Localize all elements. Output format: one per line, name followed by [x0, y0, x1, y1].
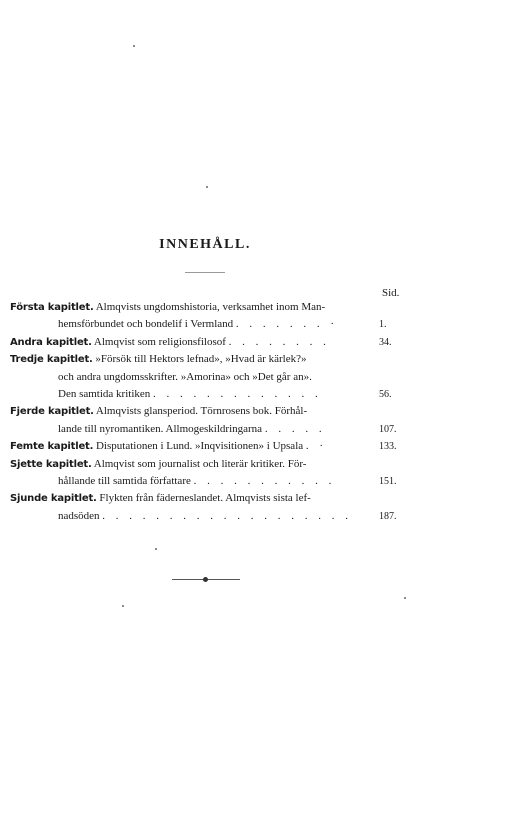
- chapter-title-text: Almqvists ungdomshistoria, verksamhet inom Man-: [95, 301, 326, 313]
- page-title: INNEHÅLL.: [159, 237, 251, 252]
- chapter-label: Fjerde kapitlet.: [10, 406, 94, 418]
- chapter-title-text: Almqvist som journalist och literär kritiker. För-: [93, 457, 307, 470]
- paper-speck: [122, 605, 124, 607]
- dot-leader: . ·: [305, 440, 328, 453]
- page-column-label: Sid.: [382, 287, 400, 299]
- toc-entry: [10, 334, 405, 351]
- toc-entry: [10, 403, 405, 438]
- toc-entry-last-line: [10, 316, 405, 333]
- toc-entry-first-line: [10, 403, 405, 420]
- dot-leader: . . . . . . . ·: [235, 318, 339, 331]
- toc-entry-first-line: [10, 334, 405, 351]
- toc-entry-first-line: [10, 490, 405, 507]
- chapter-label: Sjunde kapitlet.: [10, 493, 97, 505]
- paper-speck: [404, 597, 406, 599]
- dot-leader: . . . . . . . . . . .: [193, 474, 336, 487]
- chapter-title-text: Disputationen i Lund. »Inqvisitionen» i Upsala: [95, 440, 304, 453]
- chapter-title-text: Almqvists glansperiod. Törnrosens bok. Förhål-: [95, 405, 308, 418]
- chapter-label: Tredje kapitlet.: [10, 354, 93, 366]
- chapter-title-text: Almqvist som religionsfilosof: [93, 335, 226, 348]
- toc-entry-first-line: [10, 299, 405, 316]
- toc-entry-first-line: [10, 438, 405, 455]
- toc-entry-first-line: [10, 456, 405, 473]
- toc-entry: [10, 351, 405, 403]
- toc-entry: [10, 299, 405, 334]
- dot-leader: . . . . . . . .: [228, 335, 330, 348]
- page-number: 133.: [379, 441, 397, 453]
- dot-leader: . . . . . . . . . . . . .: [153, 387, 322, 400]
- table-of-contents: [10, 299, 405, 525]
- page-number: 151.: [379, 475, 397, 487]
- page-number: 107.: [379, 423, 397, 435]
- toc-entry-middle-line: [10, 369, 405, 386]
- paper-speck: [206, 186, 208, 188]
- dot-leader: . . . . .: [264, 422, 326, 435]
- toc-entry-last-line: [10, 386, 405, 403]
- ornament-dot: [203, 577, 208, 582]
- chapter-title-text: nadsöden: [58, 509, 100, 522]
- chapter-label: Första kapitlet.: [10, 302, 94, 313]
- page-number: 1.: [379, 319, 387, 331]
- chapter-title-text: »Försök till Hektors lefnad», »Hvad är kärlek?»: [95, 353, 307, 366]
- toc-entry-last-line: [10, 508, 405, 525]
- chapter-title-text: hemsförbundet och bondelif i Vermland: [58, 318, 234, 331]
- chapter-title-text: hållande till samtida författare: [58, 474, 191, 487]
- toc-entry-first-line: [10, 351, 405, 368]
- chapter-label: Femte kapitlet.: [10, 441, 94, 453]
- page-number: 34.: [379, 336, 392, 348]
- page-number: 56.: [379, 388, 392, 400]
- title-divider: [185, 272, 225, 273]
- dot-leader: . . . . . . . . . . . . . . . . . . .: [102, 509, 353, 522]
- paper-speck: [155, 548, 157, 550]
- chapter-label: Sjette kapitlet.: [10, 458, 92, 470]
- toc-entry: [10, 456, 405, 491]
- chapter-title-text: och andra ungdomsskrifter. »Amorina» och »Det går an».: [58, 370, 312, 383]
- toc-entry: [10, 490, 405, 525]
- toc-entry-last-line: [10, 473, 405, 490]
- paper-speck: [133, 45, 135, 47]
- chapter-title-text: lande till nyromantiken. Allmogeskildringarna: [58, 422, 263, 435]
- chapter-title-text: Flykten från fäderneslandet. Almqvists sista lef-: [99, 492, 311, 505]
- chapter-title-text: Den samtida kritiken: [58, 387, 151, 400]
- chapter-label: Andra kapitlet.: [10, 336, 92, 348]
- toc-entry: [10, 438, 405, 455]
- toc-entry-last-line: [10, 421, 405, 438]
- end-ornament: [172, 577, 240, 583]
- page-number: 187.: [379, 510, 397, 522]
